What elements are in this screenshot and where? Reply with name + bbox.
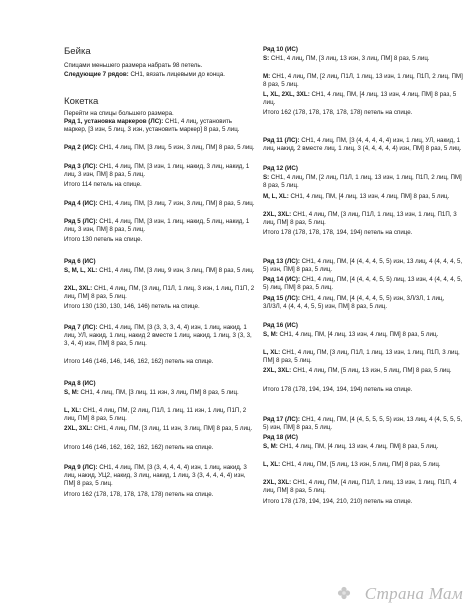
row-label: S: — [263, 174, 270, 181]
instruction-paragraph — [64, 464, 256, 488]
row-label: Ряд 4 (ИС): — [64, 200, 98, 207]
watermark-text: Страна Мам — [364, 584, 463, 603]
instruction-paragraph — [263, 258, 463, 274]
instruction-paragraph — [64, 407, 256, 423]
row-label: Ряд 7 (ЛС): — [64, 324, 98, 331]
instruction-paragraph — [64, 110, 256, 118]
instruction-paragraph — [64, 236, 256, 244]
row-label: 2XL, 3XL: — [263, 211, 292, 218]
instruction-text: СН1, вязать лицевыми до конца. — [128, 71, 225, 78]
instruction-text: Спицами меньшего размера набрать 98 петель. — [64, 62, 203, 69]
row-label: M: — [263, 73, 271, 80]
instruction-paragraph — [64, 303, 256, 311]
instruction-paragraph — [263, 331, 463, 339]
row-label: M, L, XL: — [263, 193, 289, 200]
instruction-paragraph — [263, 73, 463, 89]
instruction-text: СН1, 4 лиц, ПМ, [2 лиц, П1Л, 1 лиц, 11 изн, 1 лиц, П1П, 2 лиц, ПМ] 8 раз, 5 лиц. — [64, 407, 247, 423]
instruction-paragraph — [64, 267, 256, 275]
instruction-text: СН1, 4 лиц, ПМ, [3 лиц, 7 изн, 3 лиц, ПМ] 8 раз, 5 лиц. — [97, 200, 255, 207]
instruction-paragraph — [263, 349, 463, 365]
instruction-paragraph — [64, 200, 256, 208]
instruction-paragraph — [263, 174, 463, 190]
row-label: S, M: — [263, 331, 278, 338]
row-label: Ряд 12 (ИС) — [263, 165, 298, 172]
instruction-paragraph — [64, 358, 256, 366]
instruction-text: СН1, 4 лиц, ПМ, [3 лиц, П1Л, 1 лиц, 13 изн, 1 лиц, П1П, 3 лиц, ПМ] 8 раз, 5 лиц. — [263, 349, 460, 365]
row-label: S, M, L, XL: — [64, 267, 98, 274]
instruction-text: СН1, 4 лиц, ПМ, [4 лиц, 13 изн, 4 лиц, ПМ] 8 раз, 5 лиц. — [277, 443, 439, 450]
instruction-text: СН1, 4 лиц, ПМ, [4 (4, 4, 4, 5, 5) изн, 13 лиц, 4 (4, 4, 4, 5, 5) изн, ПМ] 8 раз, 5 лиц. — [263, 258, 463, 274]
row-label: Ряд 1, установка маркеров (ЛС): — [64, 118, 164, 125]
instruction-paragraph — [263, 55, 463, 63]
row-label: 2XL, 3XL: — [263, 479, 292, 486]
instruction-paragraph — [263, 193, 463, 201]
row-label: Ряд 6 (ИС) — [64, 258, 96, 265]
row-label: S, M: — [263, 443, 278, 450]
instruction-text: СН1, 4 лиц, ПМ, [2 лиц, П1Л, 1 лиц, 13 изн, 1 лиц, П1П, 2 лиц, ПМ] 8 раз, 5 лиц. — [263, 174, 462, 190]
instruction-text: СН1, 4 лиц, ПМ, [4 лиц, 13 изн, 4 лиц, ПМ] 8 раз, 5 лиц. — [277, 331, 439, 338]
instruction-paragraph — [64, 71, 256, 79]
instruction-text: СН1, 4 лиц, ПМ, [3 (3, 3, 3, 4, 4) изн, 1 лиц, накид, 1 лиц, УЛ, накид, 1 лиц, накид 2 вместе 1 лиц, накид, 1 лиц, 3 (3, 3, 3, 4, 4) изн, ПМ] 8 раз, 5 лиц. — [64, 324, 252, 348]
row-label: Ряд 18 (ИС) — [263, 434, 298, 441]
row-label: Ряд 5 (ЛС): — [64, 218, 98, 225]
row-label: Следующие 7 рядов: — [64, 71, 129, 78]
instruction-paragraph — [263, 91, 463, 107]
instruction-text: Итого 178 (178, 194, 194, 210, 210) петель на спице. — [263, 498, 413, 505]
instruction-text: СН1, 4 лиц, ПМ, [4 (4, 5, 5, 5, 5) изн, 13 лиц, 4 (4, 5, 5, 5, 5) изн, ПМ] 8 раз, 5 лиц. — [263, 416, 463, 432]
instruction-text: Итого 178 (178, 178, 178, 194, 194) петель на спице. — [263, 229, 413, 236]
row-label: Ряд 3 (ЛС): — [64, 163, 98, 170]
instruction-paragraph — [263, 165, 463, 173]
instruction-text: СН1, 4 лиц, ПМ, [3 изн, 1 лиц, накид, 3 лиц, накид, 1 лиц, 3 изн, ПМ] 8 раз, 5 лиц. — [64, 163, 250, 179]
instruction-text: СН1, 4 лиц, ПМ, [4 (4, 4, 4, 5, 5) лиц, 13 изн, 4 (4, 4, 4, 5, 5) лиц, ПМ] 8 раз, 5 лиц. — [263, 276, 463, 292]
instruction-text: СН1, 4 лиц, ПМ, [3 лиц, 9 изн, 3 лиц, ПМ] 8 раз, 5 лиц. — [97, 267, 255, 274]
instruction-paragraph — [64, 444, 256, 452]
instruction-paragraph — [263, 109, 463, 117]
row-label: Ряд 8 (ИС) — [64, 380, 96, 387]
instruction-paragraph — [64, 218, 256, 234]
instruction-paragraph — [263, 367, 463, 375]
instruction-text: Итого 162 (178, 178, 178, 178, 178) петель на спице. — [263, 109, 413, 116]
instruction-paragraph — [64, 491, 256, 499]
row-label: L, XL: — [64, 407, 82, 414]
instruction-text: Перейти на спицы большего размера. — [64, 110, 174, 117]
instruction-text: СН1, 4 лиц, ПМ, [3 лиц, 11 изн, 3 лиц, ПМ] 8 раз, 5 лиц. — [92, 425, 253, 432]
instruction-text: СН1, 4 лиц, ПМ, [3 (3, 4, 4, 4, 4) изн, 1 лиц, накид, 3 лиц, накид, УЦ2, накид, 3 лиц, накид, 1 лиц, 3 (3, 4, 4, 4, 4) изн, ПМ] 8 раз, 5 лиц. — [64, 464, 247, 488]
row-label: Ряд 9 (ЛС): — [64, 464, 98, 471]
instruction-paragraph — [263, 211, 463, 227]
row-label: Ряд 2 (ИС): — [64, 144, 98, 151]
instruction-paragraph — [263, 229, 463, 237]
instruction-paragraph — [64, 62, 256, 70]
instruction-paragraph — [263, 295, 463, 311]
instruction-paragraph — [263, 498, 463, 506]
instruction-paragraph — [64, 380, 256, 388]
row-label: Ряд 16 (ИС) — [263, 322, 298, 329]
instruction-text: СН1, 4 лиц, ПМ, [3 лиц, 5 изн, 3 лиц, ПМ] 8 раз, 5 лиц. — [97, 144, 255, 151]
instruction-paragraph — [263, 443, 463, 451]
instruction-text: СН1, 4 лиц, ПМ, [3 (4, 4, 4, 4, 4) изн, 1 лиц, УЛ, накид, 1 лиц, накид, 2 вместе лиц, 1 лиц, 3 (4, 4, 4, 4, 4) изн, ПМ] 8 раз, 5 лиц. — [263, 137, 462, 153]
row-label: Ряд 14 (ИС): — [263, 276, 301, 283]
row-label: L, XL, 2XL, 3XL: — [263, 91, 310, 98]
instruction-paragraph — [64, 258, 256, 266]
instruction-paragraph — [64, 324, 256, 348]
row-label: 2XL, 3XL: — [64, 425, 93, 432]
instruction-paragraph — [64, 144, 256, 152]
instruction-text: Итого 162 (178, 178, 178, 178, 178) петель на спице. — [64, 491, 214, 498]
instruction-text: СН1, 4 лиц, ПМ, [3 лиц, 11 изн, 3 лиц, ПМ] 8 раз, 5 лиц. — [78, 389, 239, 396]
instruction-paragraph — [263, 416, 463, 432]
instruction-text: СН1, 4 лиц, ПМ, [5 лиц, 13 изн, 5 лиц, ПМ] 8 раз, 5 лиц. — [280, 461, 441, 468]
instruction-text: Итого 146 (146, 146, 146, 162, 162) петель на спице. — [64, 358, 214, 365]
instruction-paragraph — [64, 389, 256, 397]
instruction-text: СН1, 4 лиц, ПМ, [2 лиц, П1Л, 1 лиц, 13 изн, 1 лиц, П1П, 2 лиц, ПМ] 8 раз, 5 лиц. — [263, 73, 463, 89]
instruction-text: Итого 146 (146, 162, 162, 162, 162) петель на спице. — [64, 444, 214, 451]
instruction-text: СН1, 4 лиц, ПМ, [3 лиц, П1Л, 1 лиц, 13 изн, 1 лиц, П1П, 3 лиц, ПМ] 8 раз, 5 лиц. — [263, 211, 457, 227]
instruction-text: СН1, 4 лиц, ПМ, [4 (4, 4, 4, 5, 5) изн, 3Л/3Л, 1 лиц, 3Л/3Л, 4 (4, 4, 4, 5, 5) изн, ПМ] 8 раз, 5 лиц. — [263, 295, 445, 311]
row-label: Ряд 13 (ЛС): — [263, 258, 300, 265]
instruction-paragraph — [263, 386, 463, 394]
instruction-text: СН1, 4 лиц, ПМ, [3 изн, 1 лиц, накид, 5 лиц, накид, 1 лиц, 3 изн, ПМ] 8 раз, 5 лиц. — [64, 218, 250, 234]
instruction-text: СН1, 4 лиц, установить маркер, [3 изн, 5 лиц, 3 изн, установить маркер] 8 раз, 5 лиц. — [64, 118, 240, 134]
instruction-paragraph — [263, 46, 463, 54]
section-heading: Кокетка — [64, 96, 99, 107]
instruction-text: Итого 178 (178, 194, 194, 194, 194) петель на спице. — [263, 386, 413, 393]
instruction-paragraph — [263, 434, 463, 442]
row-label: Ряд 10 (ИС) — [263, 46, 298, 53]
row-label: S: — [263, 55, 270, 62]
row-label: L, XL: — [263, 461, 281, 468]
row-label: L, XL: — [263, 349, 281, 356]
section-heading: Бейка — [64, 46, 91, 57]
instruction-text: Итого 114 петель на спице. — [64, 181, 142, 188]
instruction-text: СН1, 4 лиц, ПМ, [3 лиц, 13 изн, 3 лиц, ПМ] 8 раз, 5 лиц. — [269, 55, 430, 62]
row-label: Ряд 15 (ЛС): — [263, 295, 300, 302]
instruction-paragraph — [64, 118, 256, 134]
row-label: Ряд 17 (ЛС): — [263, 416, 300, 423]
instruction-text: Итого 130 петель на спице. — [64, 236, 143, 243]
flower-icon — [337, 586, 351, 600]
instruction-paragraph — [263, 322, 463, 330]
instruction-paragraph — [64, 163, 256, 179]
instruction-text: СН1, 4 лиц, ПМ, [3 лиц, П1Л, 1 лиц, 3 изн, 1 лиц, П1П, 2 лиц, ПМ] 8 раз, 5 лиц. — [64, 285, 255, 301]
instruction-text: Итого 130 (130, 130, 146, 146) петель на спице. — [64, 303, 200, 310]
instruction-paragraph — [263, 276, 463, 292]
row-label: Ряд 11 (ЛС): — [263, 137, 300, 144]
row-label: 2XL, 3XL: — [64, 285, 93, 292]
instruction-paragraph — [263, 479, 463, 495]
instruction-paragraph — [64, 285, 256, 301]
row-label: 2XL, 3XL: — [263, 367, 292, 374]
instruction-paragraph — [263, 137, 463, 153]
instruction-paragraph — [64, 425, 256, 433]
instruction-text: СН1, 4 лиц, ПМ, [4 лиц, 13 изн, 4 лиц, ПМ] 8 раз, 5 лиц. — [263, 91, 457, 107]
instruction-paragraph — [263, 461, 463, 469]
instruction-text: СН1, 4 лиц, ПМ, [4 лиц, П1Л, 1 лиц, 13 изн, 1 лиц, П1П, 4 лиц, ПМ] 8 раз, 5 лиц. — [263, 479, 457, 495]
instruction-text: СН1, 4 лиц, ПМ, [5 лиц, 13 изн, 5 лиц, ПМ] 8 раз, 5 лиц. — [291, 367, 452, 374]
row-label: S, M: — [64, 389, 79, 396]
instruction-text: СН1, 4 лиц, ПМ, [4 лиц, 13 изн, 4 лиц, ПМ] 8 раз, 5 лиц. — [288, 193, 450, 200]
instruction-paragraph — [64, 181, 256, 189]
